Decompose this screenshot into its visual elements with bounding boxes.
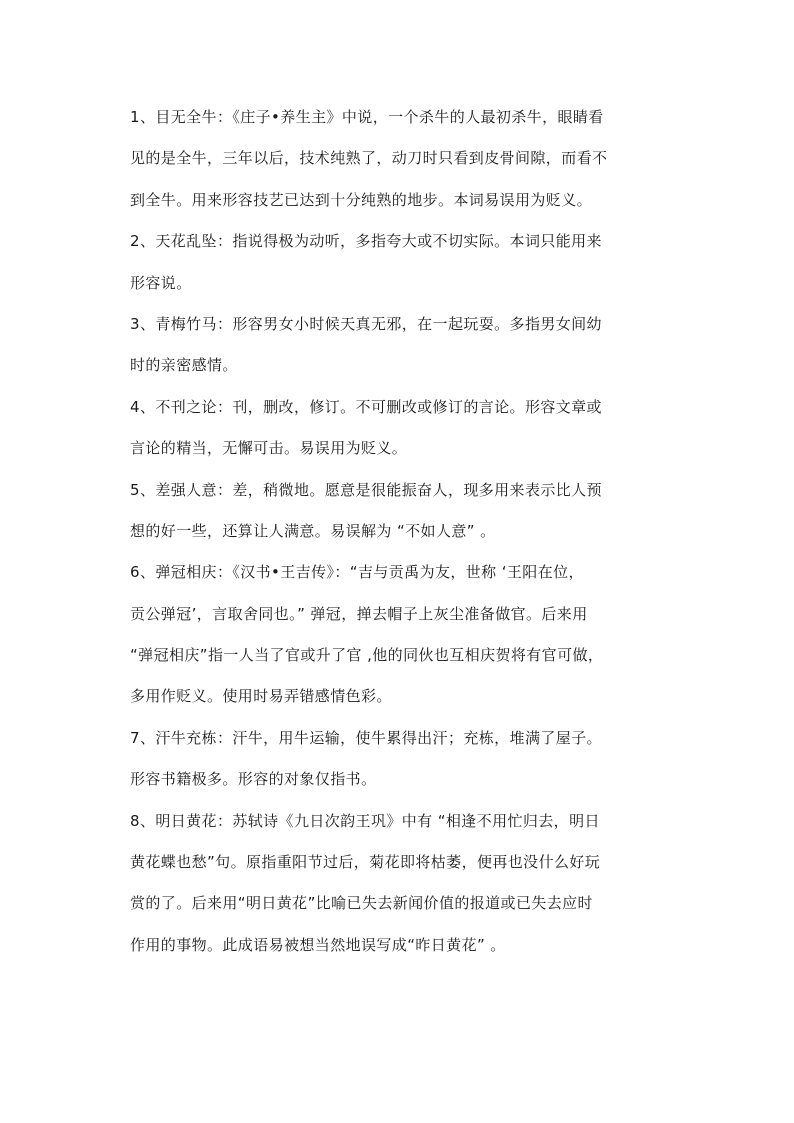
text-line-19: 黄花蝶也愁”句。原指重阳节过后，菊花即将枯萎，便再也没什么好玩 [130, 853, 601, 872]
text-line-6: 3、青梅竹马：形容男女小时候天真无邪，在一起玩耍。多指男女间幼 [130, 314, 602, 333]
text-line-9: 言论的精当，无懈可击。易误用为贬义。 [130, 439, 408, 458]
text-line-5: 形容说。 [130, 273, 192, 292]
text-line-11: 想的好一些，还算让人满意。易误解为 “不如人意” 。 [130, 521, 496, 540]
text-line-4: 2、天花乱坠：指说得极为动听，多指夸大或不切实际。本词只能用来 [130, 232, 602, 251]
text-line-15: 多用作贬义。使用时易弄错感情色彩。 [130, 687, 392, 706]
text-line-1: 1、目无全牛：《庄子•养生主》中说，一个杀牛的人最初杀牛，眼睛看 [130, 108, 604, 126]
text-line-8: 4、不刊之论：刊，删改，修订。不可删改或修订的言论。形容文章或 [130, 397, 602, 416]
text-line-3: 到全牛。用来形容技艺已达到十分纯熟的地步。本词易误用为贬义。 [130, 190, 593, 209]
text-line-12: 6、弹冠相庆：《汉书•王吉传》：“吉与贡禹为友，世称 ‘王阳在位， [130, 563, 584, 582]
document-body [130, 101, 670, 970]
text-line-2: 见的是全牛，三年以后，技术纯熟了，动刀时只看到皮骨间隙，而看不 [130, 149, 608, 168]
text-line-7: 时的亲密感情。 [130, 356, 238, 375]
text-line-16: 7、汗牛充栋：汗牛，用牛运输，使牛累得出汗；充栋，堆满了屋子。 [130, 728, 602, 747]
text-line-20: 赏的了。后来用“明日黄花”比喻已失去新闻价值的报道或已失去应时 [130, 894, 593, 913]
text-line-10: 5、差强人意：差，稍微地。愿意是很能振奋人，现多用来表示比人预 [130, 480, 602, 499]
text-line-13: 贡公弹冠’，言取舍同也。” 弹冠，掸去帽子上灰尘准备做官。后来用 [130, 604, 588, 623]
text-line-14: “弹冠相庆”指一人当了官或升了官 ,他的同伙也互相庆贺将有官可做， [130, 646, 604, 665]
text-line-18: 8、明日黄花：苏轼诗《九日次韵王巩》中有 “相逢不用忙归去，明日 [130, 811, 600, 830]
text-line-17: 形容书籍极多。形容的对象仅指书。 [130, 770, 377, 789]
text-line-21: 作用的事物。此成语易被想当然地误写成“昨日黄花” 。 [130, 935, 506, 954]
